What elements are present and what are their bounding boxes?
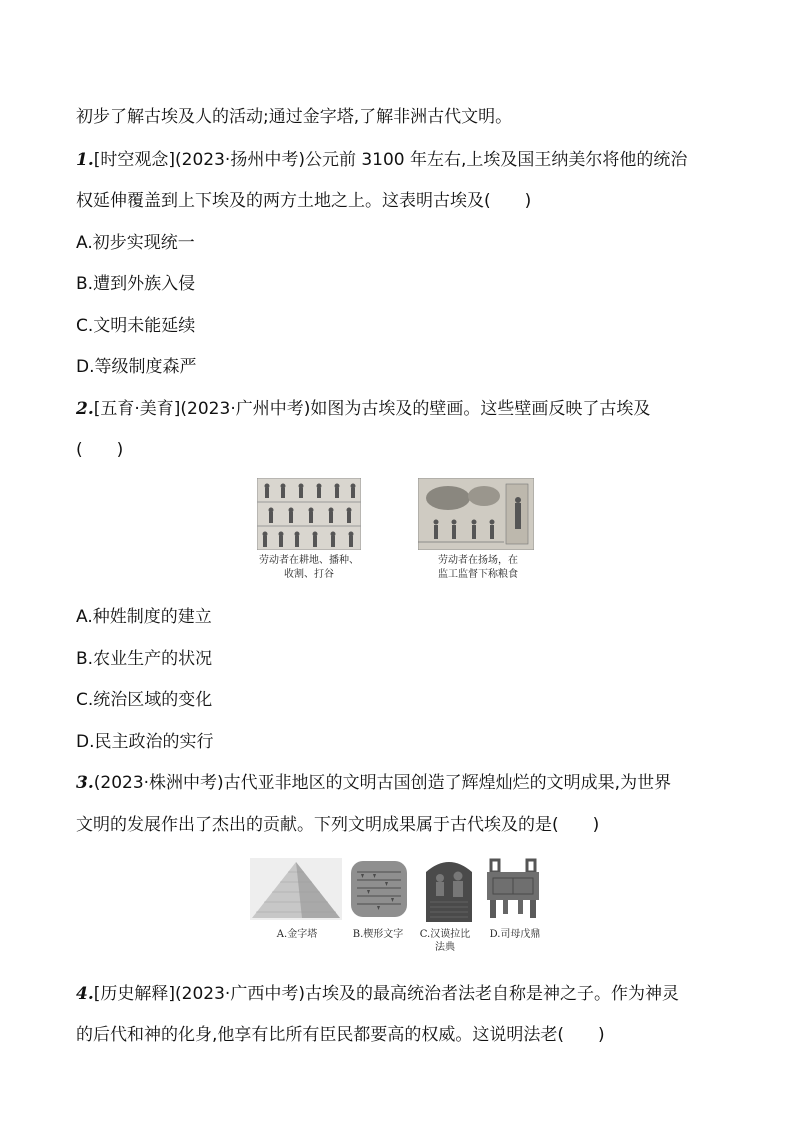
simuwu-ding-image [481,856,545,920]
pyramid-image [250,858,342,920]
q2-stem-text1: [五育·美育](2023·广州中考)如图为古埃及的壁画。这些壁画反映了古埃及 [93,399,651,419]
q2-option-b[interactable]: B.农业生产的状况 [76,649,213,669]
mural-granary-caption: 劳动者在扬场，在 监工监督下称粮食 [438,555,518,580]
q3-stem-line1 [76,772,671,794]
hammurabi-code-stele-image [420,856,478,922]
mural-farming-caption: 劳动者在耕地、播种、 收割、打谷 [259,555,359,580]
caption-hammurabi: C.汉谟拉比 法典 [419,929,471,953]
q4-stem-line2: 的后代和神的化身,他享有比所有臣民都要高的权威。这说明法老( ) [76,1025,605,1045]
mural-granary-image [418,478,534,550]
q1-stem-line1 [76,149,687,171]
caption-cuneiform: B.楔形文字 [352,929,404,940]
mural-farming-image [257,478,361,550]
cuneiform-tablet-image [347,858,411,920]
q1-stem-text1: [时空观念](2023·扬州中考)公元前 3100 年左右,上埃及国王纳美尔将他的统治 [93,150,688,170]
q3-number: 3. [76,773,94,793]
q4-stem-line1 [76,983,679,1005]
intro-text: 初步了解古埃及人的活动;通过金字塔,了解非洲古代文明。 [76,107,513,127]
q3-stem-line2: 文明的发展作出了杰出的贡献。下列文明成果属于古代埃及的是( ) [76,815,600,835]
q3-stem-text1: (2023·株洲中考)古代亚非地区的文明古国创造了辉煌灿烂的文明成果,为世界 [93,773,672,793]
q1-option-d[interactable]: D.等级制度森严 [76,357,197,377]
q2-option-c[interactable]: C.统治区域的变化 [76,690,213,710]
q2-stem-line2: ( ) [76,440,124,460]
q2-option-a[interactable]: A.种姓制度的建立 [76,607,212,627]
q1-option-b[interactable]: B.遭到外族入侵 [76,274,196,294]
q1-number: 1. [76,150,94,170]
caption-ding: D.司母戊鼎 [489,929,541,940]
q4-number: 4. [76,984,94,1004]
q4-stem-text1: [历史解释](2023·广西中考)古埃及的最高统治者法老自称是神之子。作为神灵 [93,984,679,1004]
caption-pyramid: A.金字塔 [276,929,318,940]
q1-option-c[interactable]: C.文明未能延续 [76,316,196,336]
q2-stem-line1 [76,398,650,420]
q2-number: 2. [76,399,94,419]
q2-option-d[interactable]: D.民主政治的实行 [76,732,214,752]
q1-stem-line2: 权延伸覆盖到上下埃及的两方土地之上。这表明古埃及( ) [76,191,532,211]
q1-option-a[interactable]: A.初步实现统一 [76,233,195,253]
